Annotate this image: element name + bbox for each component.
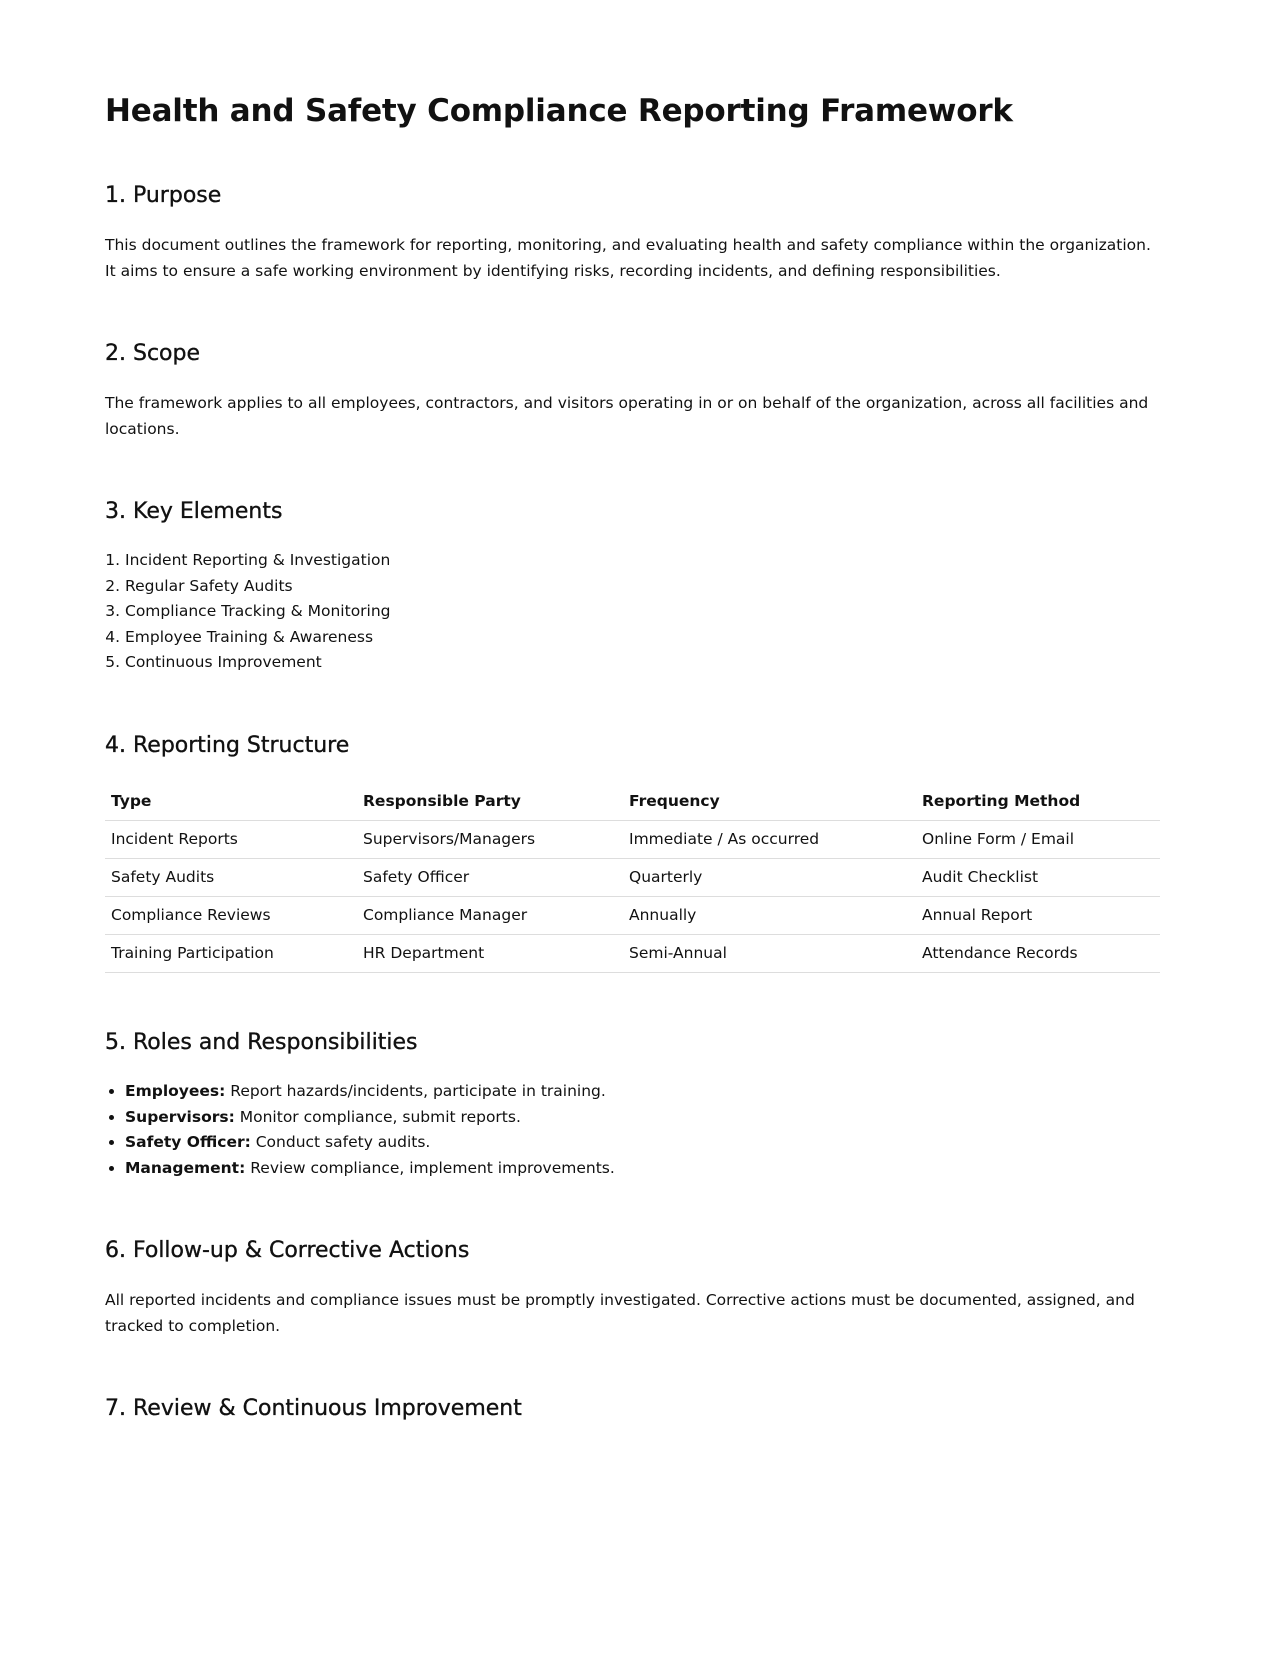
table-cell: Compliance Manager xyxy=(357,896,623,934)
table-row xyxy=(105,820,1160,858)
table-cell: Incident Reports xyxy=(105,820,357,858)
follow-up-text: All reported incidents and compliance issues must be promptly investigated. Corrective actions must be documented, assigned, and tracked to completion. xyxy=(105,1291,1135,1336)
list-item: 1. Incident Reporting & Investigation xyxy=(125,548,1160,574)
section-heading-roles: 5. Roles and Responsibilities xyxy=(105,1029,418,1055)
list-item xyxy=(125,1079,1160,1105)
section-heading-purpose: 1. Purpose xyxy=(105,183,222,208)
list-item xyxy=(125,1156,1160,1182)
table-cell: Annual Report xyxy=(916,896,1160,934)
role-name: Employees: xyxy=(125,1081,226,1100)
roles-list xyxy=(105,1079,1160,1181)
table-header-row xyxy=(105,782,1160,821)
table-cell: Training Participation xyxy=(105,934,357,972)
section-heading-review: 7. Review & Continuous Improvement xyxy=(105,1396,522,1422)
purpose-text: This document outlines the framework for reporting, monitoring, and evaluating health and safety compliance within the organization. It aims to ensure a safe working environment by identifying risks, recording incidents, and defining responsibilities. xyxy=(105,236,1151,280)
table-cell: Semi-Annual xyxy=(623,934,916,972)
list-item xyxy=(125,1105,1160,1131)
role-description: Conduct safety audits. xyxy=(255,1133,431,1152)
table-cell: Attendance Records xyxy=(916,934,1160,972)
column-header-type: Type xyxy=(105,782,357,821)
column-header-responsible-party: Responsible Party xyxy=(357,782,623,821)
table-cell: Audit Checklist xyxy=(916,858,1160,896)
list-item: 4. Employee Training & Awareness xyxy=(125,625,1160,651)
list-item xyxy=(125,1130,1160,1156)
table-row xyxy=(105,934,1160,972)
list-item: 5. Continuous Improvement xyxy=(125,650,1160,676)
section-heading-reporting-structure: 4. Reporting Structure xyxy=(105,732,350,758)
role-description: Monitor compliance, submit reports. xyxy=(239,1107,521,1126)
table-cell: Safety Audits xyxy=(105,858,357,896)
section-heading-scope: 2. Scope xyxy=(105,341,201,366)
role-name: Supervisors: xyxy=(125,1107,235,1126)
table-cell: Quarterly xyxy=(623,858,916,896)
list-item: 2. Regular Safety Audits xyxy=(125,574,1160,600)
document-title: Health and Safety Compliance Reporting Framework xyxy=(105,93,1013,129)
table-cell: Annually xyxy=(623,896,916,934)
table-cell: Immediate / As occurred xyxy=(623,820,916,858)
table-row xyxy=(105,896,1160,934)
list-item: 3. Compliance Tracking & Monitoring xyxy=(125,599,1160,625)
key-elements-list xyxy=(105,548,1160,676)
document-content xyxy=(105,88,1160,1422)
role-description: Review compliance, implement improvements. xyxy=(250,1158,615,1177)
table-cell: HR Department xyxy=(357,934,623,972)
role-name: Management: xyxy=(125,1158,246,1177)
role-name: Safety Officer: xyxy=(125,1133,251,1152)
table-cell: Supervisors/Managers xyxy=(357,820,623,858)
section-heading-key-elements: 3. Key Elements xyxy=(105,499,283,524)
role-description: Report hazards/incidents, participate in training. xyxy=(230,1081,606,1100)
table-cell: Compliance Reviews xyxy=(105,896,357,934)
column-header-frequency: Frequency xyxy=(623,782,916,821)
reporting-structure-table xyxy=(105,782,1160,973)
column-header-reporting-method: Reporting Method xyxy=(916,782,1160,821)
section-heading-follow-up: 6. Follow-up & Corrective Actions xyxy=(105,1238,470,1264)
table-cell: Safety Officer xyxy=(357,858,623,896)
table-row xyxy=(105,858,1160,896)
table-cell: Online Form / Email xyxy=(916,820,1160,858)
scope-text: The framework applies to all employees, contractors, and visitors operating in or on behalf of the organization, across all facilities and locations. xyxy=(105,394,1149,438)
